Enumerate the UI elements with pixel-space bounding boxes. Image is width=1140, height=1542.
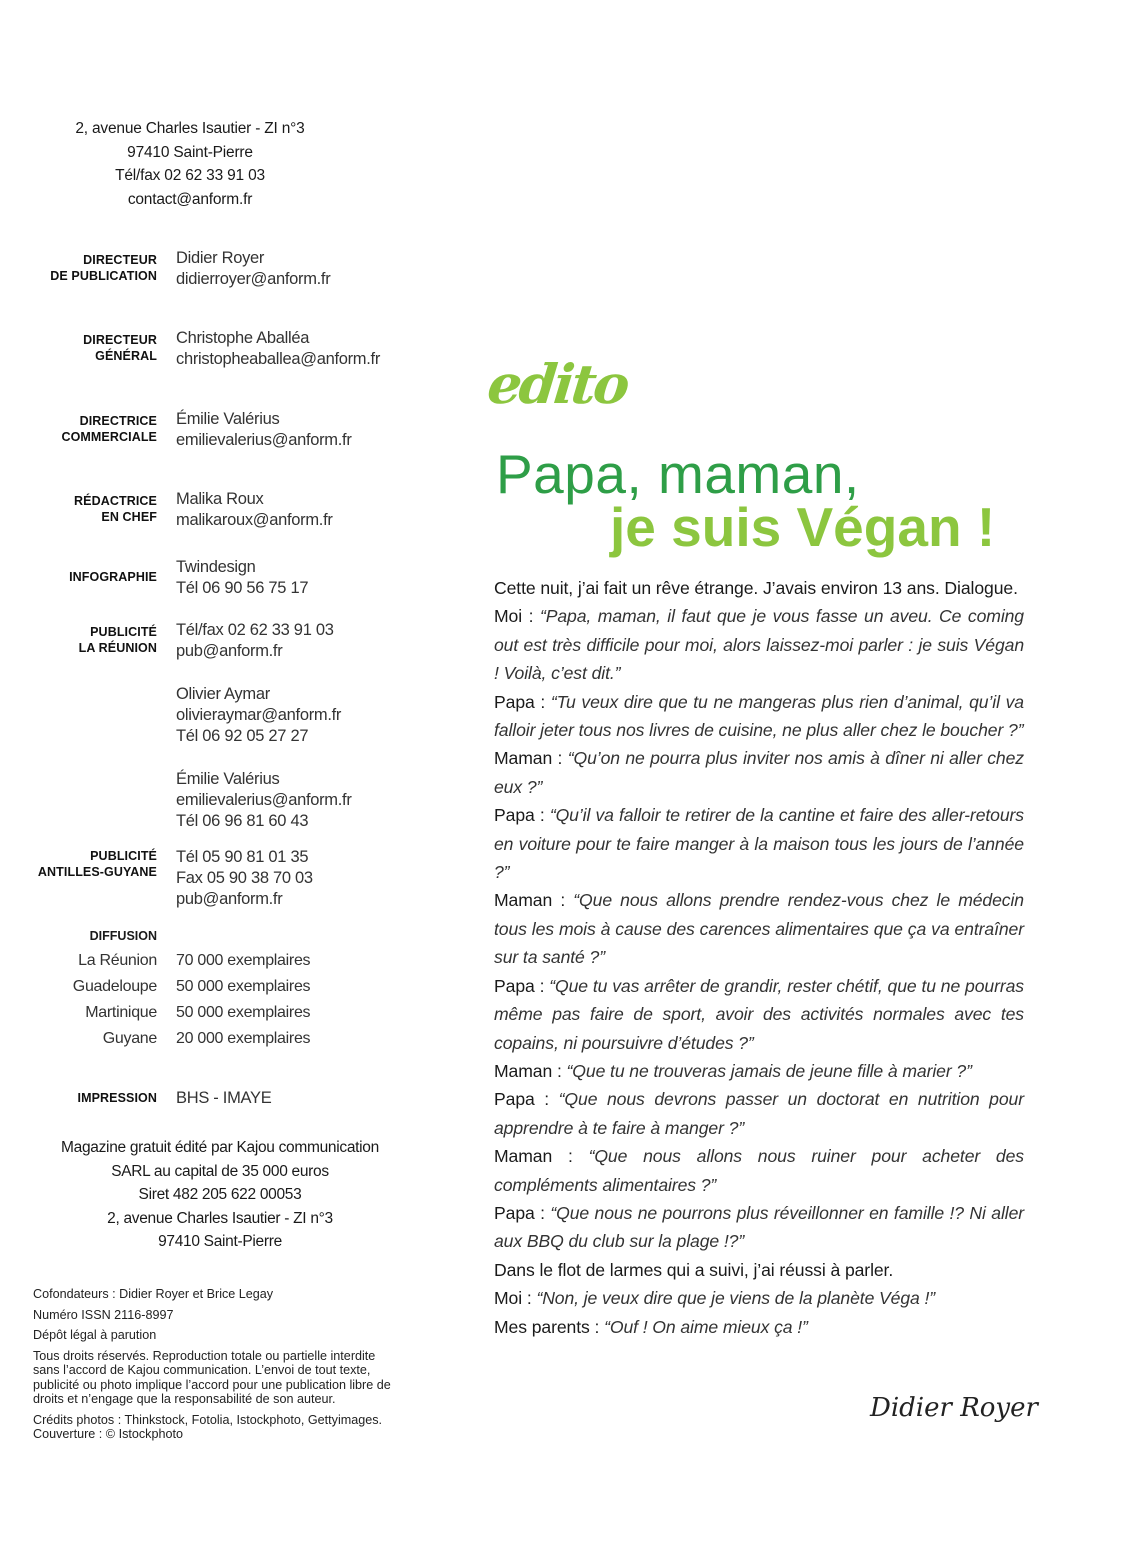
email-link[interactable]: christopheaballea@anform.fr xyxy=(176,350,381,368)
speaker: Mes parents : xyxy=(494,1316,600,1337)
dialogue-line xyxy=(494,688,1024,745)
diffusion-place: Martinique xyxy=(85,1004,157,1021)
address-line: Tél/fax 02 62 33 91 03 xyxy=(115,167,265,184)
credit-info: Twindesign Tél 06 90 56 75 17 xyxy=(176,558,309,597)
depot-legal: Dépôt légal à parution xyxy=(33,1328,157,1342)
speech: “Que nous allons prendre rendez-vous chez le médecin tous les mois à cause des carences alimentaires que ça va entraîner sur ta santé ?” xyxy=(494,890,1024,968)
speech: “Tu veux dire que tu ne mangeras plus rien d’animal, qu’il va falloir jeter tous nos livres de cuisine, ne plus aller chez le boucher ?” xyxy=(494,691,1024,741)
cofounders: Cofondateurs : Didier Royer et Brice Legay xyxy=(33,1287,274,1301)
dialogue-line xyxy=(494,1057,1024,1085)
dialogue-line xyxy=(494,1142,1024,1199)
dialogue-line xyxy=(494,801,1024,886)
speaker: Moi : xyxy=(494,1288,532,1309)
speech: “Non, je veux dire que je viens de la planète Véga !” xyxy=(536,1288,936,1309)
dialogue-line xyxy=(494,1313,1024,1341)
credit-role: RÉDACTRICE EN CHEF xyxy=(74,494,157,524)
speech: “Ouf ! On aime mieux ça !” xyxy=(604,1316,808,1337)
credit-role: IMPRESSION xyxy=(77,1091,157,1105)
email-link[interactable]: pub@anform.fr xyxy=(176,890,283,908)
credit-info: Olivier Aymar olivieraymar@anform.fr Tél 06 92 05 27 27 xyxy=(176,685,342,745)
speaker: Papa : xyxy=(494,1089,550,1110)
diffusion-place: Guyane xyxy=(102,1030,157,1047)
credit-role: DIRECTRICE COMMERCIALE xyxy=(61,414,157,444)
credit-info: Christophe Aballéa christopheaballea@anform.fr xyxy=(176,329,381,368)
speaker: Maman : xyxy=(494,1146,573,1167)
speech: “Que tu vas arrêter de grandir, rester chétif, que tu ne pourras même pas faire de sport, avoir des activités normales avec tes copains, ni poursuivre d’études ?” xyxy=(494,975,1024,1053)
speaker: Papa : xyxy=(494,691,546,712)
speech: “Que nous allons nous ruiner pour acheter des compléments alimentaires ?” xyxy=(494,1146,1024,1195)
email-link[interactable]: emilievalerius@anform.fr xyxy=(176,791,352,809)
dialogue-line xyxy=(494,744,1024,801)
credit-role: DIRECTEUR GÉNÉRAL xyxy=(83,333,157,363)
speech: “Papa, maman, il faut que je vous fasse un aveu. Ce coming out est très difficile pour moi, alors laissez-moi parler : je suis Végan ! Voilà, c’est dit.” xyxy=(494,606,1024,684)
email-link[interactable]: emilievalerius@anform.fr xyxy=(176,431,352,449)
credit-role: INFOGRAPHIE xyxy=(69,570,157,584)
publisher-address xyxy=(60,117,320,211)
diffusion-count: 50 000 exemplaires xyxy=(176,978,311,995)
contact-email[interactable]: contact@anform.fr xyxy=(127,190,253,208)
email-link[interactable]: malikaroux@anform.fr xyxy=(176,511,333,529)
dialogue-line xyxy=(494,972,1024,1057)
address-line: 2, avenue Charles Isautier - ZI n°3 xyxy=(75,120,305,137)
speech: “Qu’il va falloir te retirer de la cantine et faire des aller-retours en voiture pour te faire manger à la maison tous les jours de l’année ?” xyxy=(494,805,1024,883)
credit-info: Didier Royer didierroyer@anform.fr xyxy=(176,249,331,288)
magazine-legal-info: Magazine gratuit édité par Kajou communication SARL au capital de 35 000 euros Siret 482 205 622 00053 2, avenue Charles Isautier - ZI n°3 97410 Saint-Pierre xyxy=(61,1139,379,1250)
headline-line-1: Papa, maman, xyxy=(496,443,860,505)
speaker: Moi : xyxy=(494,606,534,627)
narration-line: Dans le flot de larmes qui a suivi, j’ai réussi à parler. xyxy=(494,1259,894,1280)
fineprint xyxy=(33,1287,403,1448)
diffusion-count: 20 000 exemplaires xyxy=(176,1030,311,1047)
dialogue-line xyxy=(494,1199,1024,1256)
credit-info: Émilie Valérius emilievalerius@anform.fr xyxy=(176,410,352,449)
speaker: Papa : xyxy=(494,975,545,996)
dialogue-line xyxy=(494,1284,1024,1312)
diffusion-place: Guadeloupe xyxy=(72,978,157,995)
email-link[interactable]: pub@anform.fr xyxy=(176,642,283,660)
dialogue-line xyxy=(494,602,1024,687)
email-link[interactable]: olivieraymar@anform.fr xyxy=(176,706,342,724)
speaker: Papa : xyxy=(494,1202,545,1223)
email-link[interactable]: didierroyer@anform.fr xyxy=(176,270,331,288)
diffusion-place: La Réunion xyxy=(78,952,157,969)
credit-info: Tél/fax 02 62 33 91 03 pub@anform.fr xyxy=(176,621,334,660)
diffusion-title: DIFFUSION xyxy=(89,929,157,943)
credit-role: PUBLICITÉ ANTILLES-GUYANE xyxy=(37,849,157,879)
speech: “Que tu ne trouveras jamais de jeune fille à marier ?” xyxy=(566,1060,972,1081)
diffusion-count: 70 000 exemplaires xyxy=(176,952,311,969)
credit-info: Émilie Valérius emilievalerius@anform.fr Tél 06 96 81 60 43 xyxy=(176,770,352,830)
speaker: Maman : xyxy=(494,748,563,769)
address-line: 97410 Saint-Pierre xyxy=(127,143,253,161)
photo-credits: Crédits photos : Thinkstock, Fotolia, Istockphoto, Gettyimages. Couverture : © Istockphoto xyxy=(33,1412,383,1441)
edito-body xyxy=(494,574,1024,1341)
credit-info: BHS - IMAYE xyxy=(176,1089,272,1107)
issn: Numéro ISSN 2116-8997 xyxy=(33,1307,174,1322)
speech: “Qu’on ne pourra plus inviter nos amis à dîner ni aller chez eux ?” xyxy=(494,748,1024,797)
dialogue-line xyxy=(494,886,1024,971)
speaker: Maman : xyxy=(494,1060,562,1081)
headline-line-2: je suis Végan ! xyxy=(610,496,996,558)
credit-info: Malika Roux malikaroux@anform.fr xyxy=(176,490,333,529)
edito-label: edito xyxy=(484,352,630,416)
rights-notice: Tous droits réservés. Reproduction totale ou partielle interdite sans l’accord de Kajou communication. L’envoi de tout texte, publicité ou photo implique l’accord pour une publication libre de droits et n’engage que la responsabilité de son auteur. xyxy=(33,1348,391,1406)
speech: “Que nous ne pourrons plus réveillonner en famille !? Ni aller aux BBQ du club sur la plage !?” xyxy=(494,1202,1025,1252)
credit-info: Tél 05 90 81 01 35 Fax 05 90 38 70 03 pub@anform.fr xyxy=(176,848,313,908)
speaker: Maman : xyxy=(494,890,566,911)
speaker: Papa : xyxy=(494,805,545,826)
intro-paragraph: Cette nuit, j’ai fait un rêve étrange. J’avais environ 13 ans. Dialogue. xyxy=(494,578,1018,598)
author-signature: Didier Royer xyxy=(870,1393,1038,1423)
diffusion-count: 50 000 exemplaires xyxy=(176,1004,311,1021)
dialogue-line xyxy=(494,1085,1024,1142)
credit-role: PUBLICITÉ LA RÉUNION xyxy=(78,625,157,655)
credit-role: DIRECTEUR DE PUBLICATION xyxy=(50,253,157,283)
speech: “Que nous devrons passer un doctorat en nutrition pour apprendre à te faire à manger ?” xyxy=(494,1089,1024,1138)
